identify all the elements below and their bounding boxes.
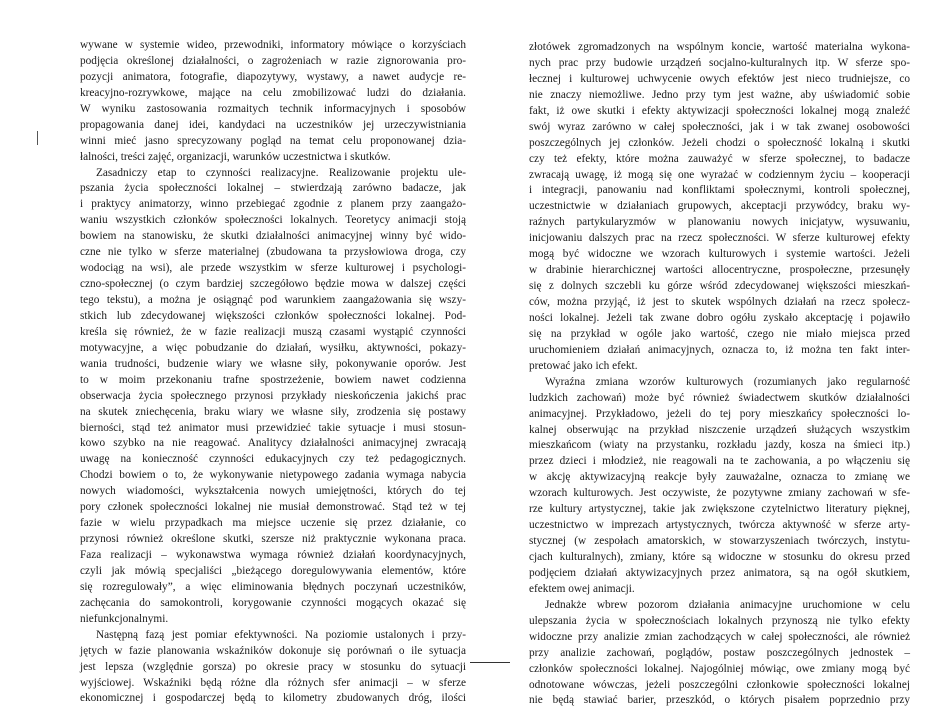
- text-line: nych prac przy budowie urządzeń socjalno-kulturalnych itp. W sferze spo-: [529, 56, 910, 69]
- text-line: kreśla się również, że w fazie realizacji muszą czasami wystąpić czynności: [80, 325, 466, 338]
- text-line: w drabinie hierarchicznej wartości allocentryczne, prospołeczne, przesunęły: [529, 264, 910, 277]
- text-line: Faza realizacji – wykonawstwa wymaga również działań koordynacyjnych,: [80, 549, 466, 561]
- text-line: czne nie tylko w sferze materialnej (zbudowana ta przysłowiowa droga, czy: [80, 246, 466, 259]
- text-line: stkich lub zdecydowanej większości członków społeczności lokalnej. Pod-: [80, 309, 466, 322]
- text-line: pozycji animatora, fotografie, diapozytywy, wystawy, a nawet audycje re-: [80, 70, 466, 83]
- text-line: mieszkańcom (wiaty na przystanku, rozkładu jazdy, kosza na śmieci itp.): [529, 439, 910, 452]
- text-line: swój wyraz zarówno w całej społeczności, jak i w tak zwanej osobowości: [529, 120, 910, 133]
- text-line: łecznej i kulturowej uchwycenie owych efektów jest nieco trudniejsze, co: [529, 72, 910, 85]
- text-line: uczestnictwie w działaniach grupowych, akceptacji przywódcy, braku wy-: [529, 200, 910, 213]
- text-line: efektem owej animacji.: [529, 582, 635, 595]
- text-line: nie będą stawiać barier, przeszkód, o których pisałem poprzednio przy: [529, 694, 910, 707]
- text-line: ekonomicznej i gospodarczej będą to kilometry zbudowanych dróg, ilości: [80, 692, 466, 705]
- text-line: złotówek zgromadzonych na wspólnym koncie, wartość materialna wykona-: [529, 41, 910, 53]
- text-line: członków społeczności lokalnej. Najogólniej mówiąc, owe zmiany mogą być: [529, 662, 910, 675]
- text-line: kalnej obserwując na przykład niszczenie urządzeń służących wszystkim: [529, 423, 910, 436]
- text-line: winni mieć jasno sprecyzowany pogląd na temat celu proponowanej dzia-: [80, 134, 466, 147]
- text-line: animacyjnej. Przykładowo, jeżeli do tej pory mieszkańcy społeczności lo-: [529, 407, 910, 420]
- text-line: czno-społecznej (o czym bardziej szczegółowo będzie mowa w dalszej części: [80, 278, 466, 291]
- paragraph-start-line: Jednakże wbrew pozorom działania animacyjne uruchomione w celu: [545, 598, 910, 611]
- text-line: wzorach kulturowych. Jest oczywiste, że pozytywne zmiany zachowań w sfe-: [529, 487, 910, 500]
- text-line: podjęcia określonej działalności, o zagrożeniach w razie zignorowania pro-: [80, 54, 466, 67]
- text-line: pory członek społeczności lokalnej nie musiał demonstrować. Stąd też w tej: [80, 501, 466, 514]
- paragraph-start-line: Wyraźna zmiana wzorów kulturowych (rozumianych jako regularność: [545, 375, 910, 388]
- paragraph-start-line: Następną fazą jest pomiar efektywności. Na poziomie ustalonych i przy-: [96, 628, 466, 641]
- text-line: pszania życia społeczności lokalnej – stwierdzają zarówno badacze, jak: [80, 182, 466, 195]
- text-line: cjach kulturalnych), zmiany, które są widoczne w stosunku do okresu przed: [529, 551, 910, 563]
- margin-mark: [37, 131, 38, 145]
- text-line: i praktycy animatorzy, winno przebiegać zgodnie z planem przy zaangażo-: [80, 198, 466, 211]
- text-line: się na przykład w ogóle jako wartość, czego nie miało miejsca przed: [529, 327, 910, 340]
- text-line: podjęciem działań aktywizacyjnych przez animatora, są na ogół skutkiem,: [529, 566, 910, 579]
- text-line: ców, można przyjąć, iż jest to skutek wspólnych działań na rzecz społecz-: [529, 296, 910, 308]
- text-line: widoczne przy analizie zmian zachodzących w całej społeczności, ale również: [529, 630, 910, 643]
- text-line: fazie w wielu przypadkach ma miejsce uczenie się przez działanie, co: [80, 517, 466, 530]
- text-line: ulepszania życia w społecznościach lokalnych przynoszą nie tylko efekty: [529, 614, 910, 627]
- text-line: nowych wiadomości, wykształcenia nowych umiejętności, których do tej: [80, 485, 466, 498]
- text-line: czyli jak mówią specjaliści „bieżącego doregulowywania elementów, które: [80, 564, 466, 577]
- text-line: się rozregulowały”, a więc eliminowania błędnych poczynań uczestników,: [80, 580, 466, 593]
- text-line: W wyniku zastosowania rozmaitych technik informacyjnych i sposobów: [80, 102, 466, 115]
- text-line: ności lokalnej. Jeżeli tak zwane dobro ogółu zyskało akceptację i pojawiło: [529, 311, 910, 324]
- text-line: zachęcania do samokontroli, korygowanie czynności mogących okazać się: [80, 596, 466, 609]
- text-line: rze kultury artystycznej, takie jak zwiększone czytelnictwo literatury pięknej,: [529, 503, 910, 516]
- right-page: [529, 40, 910, 707]
- text-line: wyjściowej. Wskaźniki będą różne dla różnych sfer animacji – w sferze: [80, 676, 466, 689]
- text-line: to w moim przekonaniu trafne spostrzeżenie, bowiem nawet codzienna: [80, 373, 466, 386]
- text-line: bowiem na stanowisku, że skutki działalności animacyjnej winny być wido-: [80, 230, 466, 243]
- text-line: wania trudności, budzenie wiary we własne siły, pokonywanie oporów. Jest: [80, 357, 466, 370]
- text-line: czy też efekty, które można zauważyć w sferze społecznej, to badacze: [529, 152, 910, 165]
- text-line: Chodzi bowiem o to, że wykonywanie nietypowego zadania wymaga nabycia: [80, 469, 466, 482]
- text-line: inicjowaniu dalszych prac na rzecz społeczności. W sferze kulturowej efekty: [529, 232, 910, 245]
- text-line: kreacyjno-rozrywkowe, mające na celu zmobilizować ludzi do działania.: [80, 86, 466, 99]
- text-line: motywacyjne, a więc pobudzanie do działań, wysiłku, aktywności, pokazy-: [80, 341, 466, 354]
- text-line: niefunkcjonalnymi.: [80, 612, 169, 625]
- text-line: przynosi również określone skutki, szersze niż praktycznie wykonana praca.: [80, 533, 466, 546]
- text-line: wodociąg na wsi), ale przede wszystkim w sferze kulturowej i psychologi-: [80, 262, 466, 275]
- text-line: poszczególnych jej członków. Jeżeli chodzi o społeczność lokalną i skutki: [529, 136, 910, 149]
- text-line: fakt, iż owe skutki i efekty aktywizacji społeczności lokalnej mogą znaleźć: [529, 104, 910, 117]
- paragraph-start-line: Zasadniczy etap to czynności realizacyjne. Realizowanie projektu ule-: [96, 166, 466, 179]
- text-line: w akcję aktywizacyjną reakcje były zauważalne, oznacza to zmianę we: [529, 471, 910, 484]
- text-line: uczestnictwo w imprezach artystycznych, twórcza aktywność w sferze arty-: [529, 519, 910, 532]
- text-line: waniu wszystkich członków społeczności lokalnych. Teoretycy animacji stoją: [80, 214, 466, 227]
- text-line: mogą być widoczne we wzorach kulturowych i systemie wartości. Jeżeli: [529, 248, 910, 261]
- text-line: tego tekstu), a można je osiągnąć pod warunkiem zaangażowania się wszy-: [80, 294, 466, 306]
- text-line: raźnych partykularyzmów w planowaniu nowych inicjatyw, wysuwaniu,: [529, 216, 910, 229]
- text-line: bierności, stąd też animator musi przewidzieć takie sytuacje i musi stosun-: [80, 421, 466, 434]
- text-line: i integracji, panowaniu nad konfliktami społecznymi, kontroli społecznej,: [529, 184, 910, 197]
- text-line: kowo szybko na nie reagować. Analitycy działalności animacyjnej zwracają: [80, 437, 466, 450]
- text-line: przez dzieci i młodzież, nie reagowali na te zachowania, a po włączeniu się: [529, 455, 910, 468]
- text-line: się z dolnych szczebli ku górze wśród zdecydowanej większości mieszkań-: [529, 280, 910, 293]
- text-line: nie znaczy niemożliwe. Jedno przy tym jest ważne, aby uświadomić sobie: [529, 88, 910, 101]
- text-line: pretować jako ich efekt.: [529, 359, 638, 372]
- text-line: jest lepsza (względnie gorsza) po okresie pracy w stosunku do sytuacji: [80, 660, 466, 673]
- text-line: wywane w systemie wideo, przewodniki, informatory mówiące o korzyściach: [80, 39, 466, 51]
- text-line: na skutek zniechęcenia, braku wiary we własne siły, zrodzenia się postawy: [80, 405, 466, 418]
- text-line: zwracają uwagę, iż mogą się one wyrażać w codziennym życiu – kooperacji: [529, 168, 910, 181]
- text-line: jętych w fazie planowania wskaźników dokonuje się porównań o ile sytuacja: [80, 644, 466, 657]
- left-page: [80, 38, 466, 705]
- text-line: odnotowane wówczas, jeżeli poszczególni członkowie społeczności lokalnej: [529, 678, 910, 691]
- text-line: łalności, treści zajęć, organizacji, warunków uczestnictwa i skutków.: [80, 150, 391, 163]
- text-line: przy analizie zachowań, poglądów, postaw poszczególnych jednostek –: [529, 646, 910, 659]
- footer-rule: [470, 662, 510, 663]
- text-line: stycznej (w zespołach amatorskich, w stowarzyszeniach twórczych, instytu-: [529, 535, 910, 548]
- text-line: uwagę na konieczność czynności edukacyjnych czy też pedagogicznych.: [80, 453, 466, 466]
- text-line: obserwacja życia społecznego przynosi przykłady nieskończenia jakichś prac: [80, 389, 466, 402]
- text-line: uruchomieniem działań animacyjnych, oznacza to, iż można ten fakt inter-: [529, 343, 910, 356]
- text-line: ludzkich zachowań) może być również świadectwem skutków działalności: [529, 391, 910, 404]
- text-line: propagowania danej idei, kandydaci na uczestników jej urzeczywistniania: [80, 118, 466, 131]
